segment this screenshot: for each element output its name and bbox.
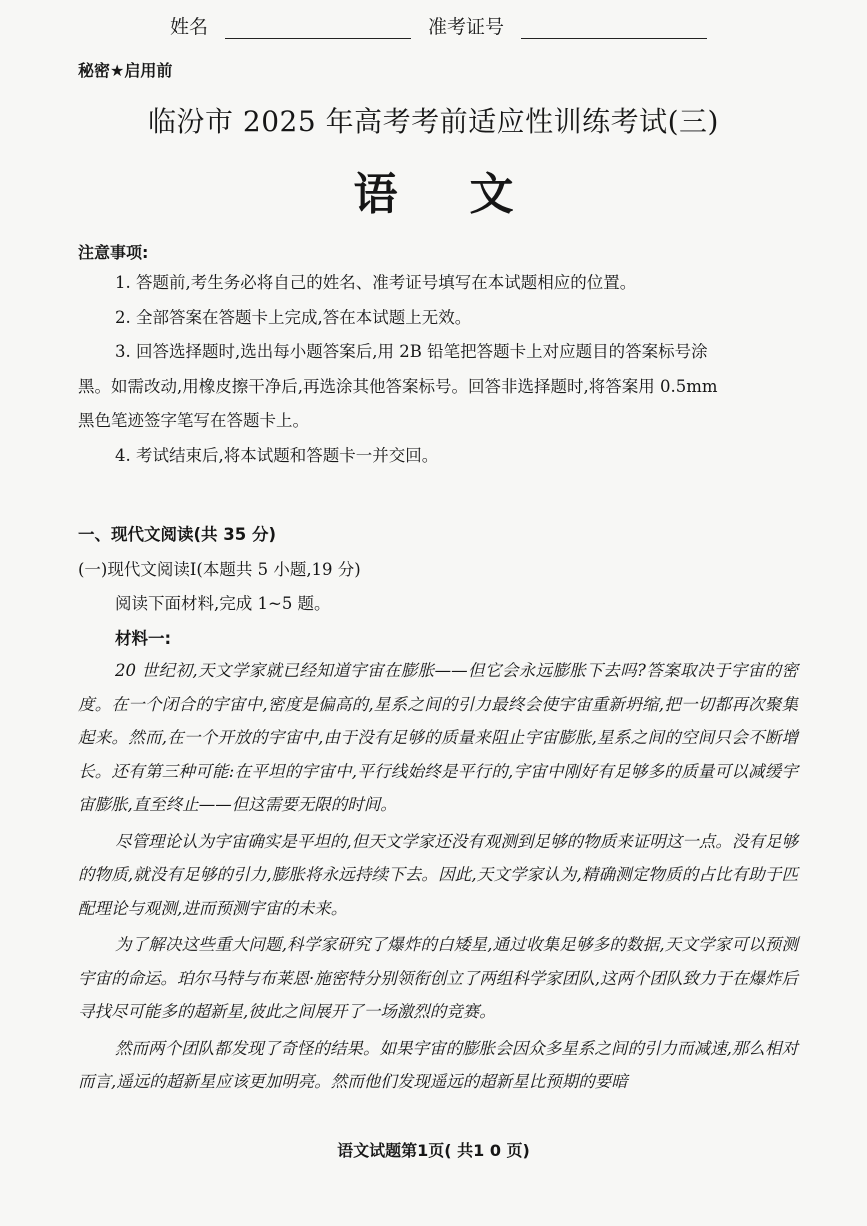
exam-title: 临汾市 2025 年高考考前适应性训练考试(三) (148, 105, 719, 138)
section-subheading: (一)现代文阅读Ⅰ(本题共 5 小题,19 分) (78, 559, 361, 579)
notice-item-continued: 黑。如需改动,用橡皮擦干净后,再选涂其他答案标号。回答非选择题时,将答案用 0.5mm (78, 376, 718, 396)
notice-list (78, 266, 798, 473)
material-paragraph: 尽管理论认为宇宙确实是平坦的,但天文学家还没有观测到足够的物质来证明这一点。没有足够的物质,就没有足够的引力,膨胀将永远持续下去。因此,天文学家认为,精确测定物质的占比有助于匹配理论与观测,进而预测宇宙的未来。 (78, 831, 798, 918)
notice-item: 4. 考试结束后,将本试题和答题卡一并交回。 (115, 445, 439, 465)
reading-instruction: 阅读下面材料,完成 1~5 题。 (115, 594, 331, 613)
name-label: 姓名 (170, 16, 209, 38)
material-paragraph: 然而两个团队都发现了奇怪的结果。如果宇宙的膨胀会因众多星系之间的引力而减速,那么相对而言,遥远的超新星应该更加明亮。然而他们发现遥远的超新星比预期的要暗 (78, 1038, 798, 1091)
notice-item: 3. 回答选择题时,选出每小题答案后,用 2B 铅笔把答题卡上对应题目的答案标号涂 (115, 342, 708, 361)
section-heading: 一、现代文阅读(共 35 分) (78, 525, 277, 544)
exam-id-label: 准考证号 (428, 16, 505, 38)
material-paragraph: 为了解决这些重大问题,科学家研究了爆炸的白矮星,通过收集足够多的数据,天文学家可以预测宇宙的命运。珀尔马特与布莱恩·施密特分别领衔创立了两组科学家团队,这两个团队致力于在爆炸后寻找尽可能多的超新星,彼此之间展开了一场激烈的竞赛。 (78, 935, 798, 1021)
section-header-block (78, 518, 798, 656)
material-label: 材料一: (115, 628, 172, 648)
page-footer: 语文试题第1页( 共1 0 页) (337, 1141, 530, 1160)
notice-item: 2. 全部答案在答题卡上完成,答在本试题上无效。 (115, 307, 472, 327)
secret-mark: 秘密★启用前 (78, 61, 173, 80)
subject-title: 语文 (353, 169, 586, 220)
candidate-info-header (0, 8, 867, 38)
material-one-text (78, 654, 798, 1102)
material-paragraph: 20 世纪初,天文学家就已经知道宇宙在膨胀——但它会永远膨胀下去吗?答案取决于宇宙的密度。在一个闭合的宇宙中,密度是偏高的,星系之间的引力最终会使宇宙重新坍缩,把一切都再次聚集起来。然而,在一个开放的宇宙中,由于没有足够的质量来阻止宇宙膨胀,星系之间的空间只会不断增长。还有第三种可能:在平坦的宇宙中,平行线始终是平行的,宇宙中刚好有足够多的质量可以减缓宇宙膨胀,直至终止——但这需要无限的时间。 (78, 661, 798, 814)
name-blank (225, 38, 411, 39)
notice-item: 1. 答题前,考生务必将自己的姓名、准考证号填写在本试题相应的位置。 (115, 273, 637, 292)
notice-item-continued: 黑色笔迹签字笔写在答题卡上。 (78, 411, 309, 430)
exam-id-blank (521, 38, 707, 39)
notice-heading: 注意事项: (78, 243, 149, 262)
